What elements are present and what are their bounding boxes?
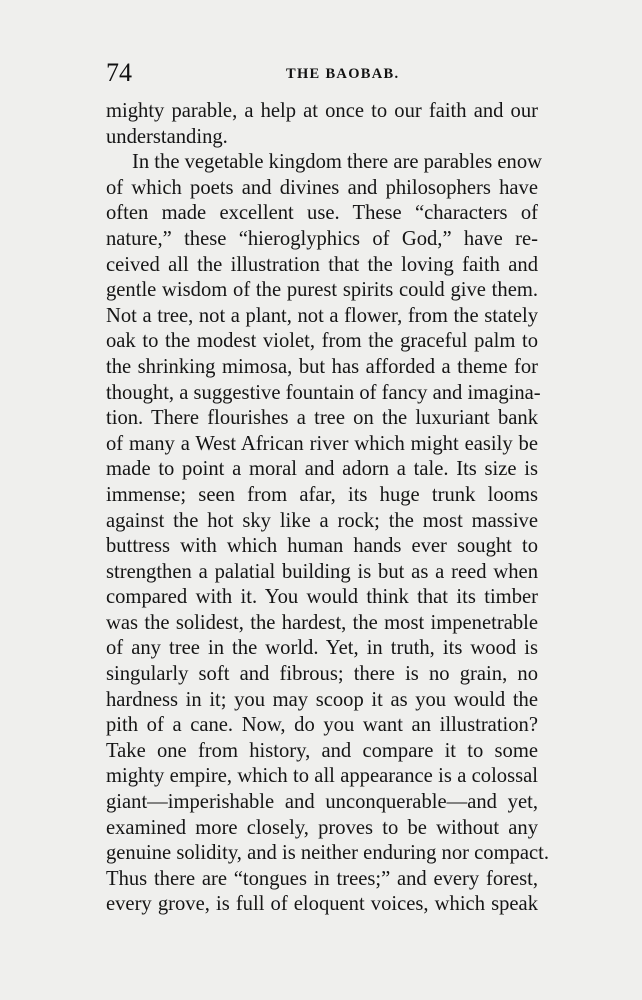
text-line: singularly soft and fibrous; there is no grain, no [106,663,538,686]
text-line: mighty parable, a help at once to our faith and our [106,100,538,122]
text-line: ceived all the illustration that the loving faith and [106,253,538,276]
text-line: pith of a cane. Now, do you want an illustration? [106,714,538,737]
text-line: gentle wisdom of the purest spirits could give them. [106,279,538,302]
text-line: compared with it. You would think that its timber [106,586,538,609]
text-line: of any tree in the world. Yet, in truth, its wood is [106,637,538,660]
text-line: Take one from history, and compare it to some [106,739,538,762]
text-line: the shrinking mimosa, but has afforded a theme for [106,355,538,378]
text-line: hardness in it; you may scoop it as you would the [106,688,538,711]
running-title: THE BAOBAB. [286,66,400,82]
text-line: strengthen a palatial building is but as a reed when [106,560,538,583]
text-line: tion. There flourishes a tree on the luxuriant bank [106,407,538,430]
text-line: In the vegetable kingdom there are parables enow [132,151,542,174]
text-line: giant—imperishable and unconquerable—and yet, [106,791,538,814]
paragraph [106,99,538,150]
text-line: every grove, is full of eloquent voices, which speak [106,893,538,916]
text-line: often made excellent use. These “characters of [106,202,538,225]
text-line: of which poets and divines and philosophers have [106,176,538,199]
text-line: was the solidest, the hardest, the most impenetrable [106,611,538,634]
text-line: made to point a moral and adorn a tale. Its size is [106,458,538,481]
text-line: oak to the modest violet, from the graceful palm to [106,330,538,353]
text-line: immense; seen from afar, its huge trunk looms [106,483,538,506]
page-number: 74 [106,58,132,87]
body-text [106,99,550,918]
text-line: genuine solidity, and is neither enduring nor compact. [106,842,550,865]
text-line: of many a West African river which might easily be [106,432,538,455]
text-line: mighty empire, which to all appearance is a colossal [106,765,538,788]
running-head [106,58,538,88]
text-line: nature,” these “hieroglyphics of God,” have re- [106,227,538,250]
text-line: buttress with which human hands ever sought to [106,535,538,558]
paragraph [106,150,550,918]
text-line: understanding. [106,125,228,148]
text-line: thought, a suggestive fountain of fancy and imagina- [106,381,541,404]
text-line: against the hot sky like a rock; the most massive [106,509,538,532]
text-line: Thus there are “tongues in trees;” and every forest, [106,867,538,890]
text-line: examined more closely, proves to be without any [106,816,538,839]
text-line: Not a tree, not a plant, not a flower, from the stately [106,304,538,327]
